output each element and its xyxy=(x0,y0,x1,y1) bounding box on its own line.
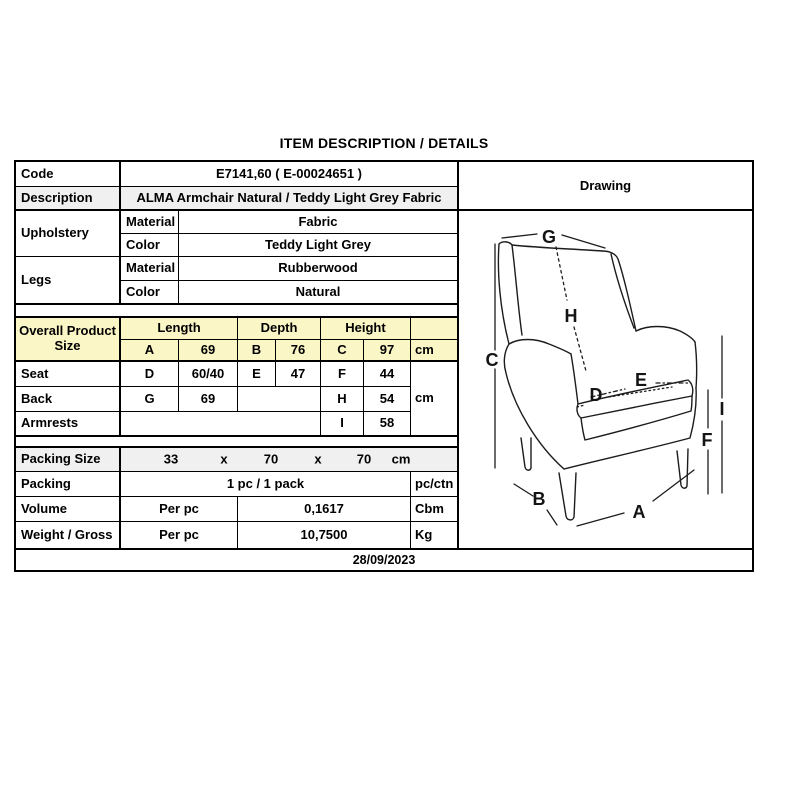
overall-length-value: 69 xyxy=(179,340,238,362)
upholstery-label: Upholstery xyxy=(16,211,121,257)
description-value: ALMA Armchair Natural / Teddy Light Grey Fabric xyxy=(121,187,457,211)
armrests-height-value: 58 xyxy=(364,412,411,437)
upholstery-color-label: Color xyxy=(121,234,179,257)
back-label: Back xyxy=(16,387,121,412)
weight-unit: Kg xyxy=(415,526,433,542)
date-row xyxy=(16,548,752,570)
size-header-depth: Depth xyxy=(238,318,321,340)
armchair-sketch xyxy=(498,242,696,520)
drawing-header: Drawing xyxy=(459,162,752,211)
description-label: Description xyxy=(16,187,121,211)
dim-label-g: G xyxy=(541,227,557,247)
code-value: E7141,60 ( E-00024651 ) xyxy=(121,162,457,187)
seat-depth-key: E xyxy=(238,362,276,387)
legs-color-value: Natural xyxy=(179,281,457,305)
seat-height-key: F xyxy=(321,362,364,387)
volume-unit: Cbm xyxy=(411,497,457,522)
overall-depth-key: B xyxy=(238,340,276,362)
dim-label-d: D xyxy=(589,385,603,405)
upholstery-color-value: Teddy Light Grey xyxy=(179,234,457,257)
packing-size-label: Packing Size xyxy=(16,448,121,472)
packing-value: 1 pc / 1 pack xyxy=(121,472,411,497)
volume-label: Volume xyxy=(16,497,121,522)
spec-grid xyxy=(16,162,459,548)
overall-height-value: 97 xyxy=(364,340,411,362)
packing-size-value xyxy=(121,448,457,472)
dim-label-b: B xyxy=(532,489,546,509)
drawing-area xyxy=(459,211,752,548)
seat-label: Seat xyxy=(16,362,121,387)
drawing-panel xyxy=(459,162,752,548)
size-header-spacer xyxy=(411,318,457,340)
weight-label: Weight / Gross xyxy=(16,522,121,548)
volume-value: 0,1617 xyxy=(238,497,411,522)
seat-length-value: 60/40 xyxy=(179,362,238,387)
back-length-value: 69 xyxy=(179,387,238,412)
spacer-row xyxy=(16,305,457,318)
back-height-value: 54 xyxy=(364,387,411,412)
legs-label: Legs xyxy=(16,257,121,305)
spec-table xyxy=(14,160,754,572)
legs-color-label: Color xyxy=(121,281,179,305)
size-header-length: Length xyxy=(121,318,238,340)
back-depth-empty xyxy=(238,387,321,412)
volume-basis: Per pc xyxy=(121,497,238,522)
upholstery-material-label: Material xyxy=(121,211,179,234)
seat-height-value: 44 xyxy=(364,362,411,387)
overall-size-label: Overall Product Size xyxy=(16,318,121,362)
packing-unit: pc/ctn xyxy=(411,472,457,497)
overall-height-key: C xyxy=(321,340,364,362)
packing-label: Packing xyxy=(16,472,121,497)
armrests-empty xyxy=(121,412,321,437)
date-value: 28/09/2023 xyxy=(352,553,416,567)
dim-label-h: H xyxy=(564,306,578,326)
armchair-drawing xyxy=(459,211,752,548)
weight-basis: Per pc xyxy=(121,522,238,548)
overall-unit: cm xyxy=(411,340,457,362)
armrests-height-key: I xyxy=(321,412,364,437)
dim-label-c: C xyxy=(485,350,499,370)
chair-leg xyxy=(559,473,576,520)
overall-depth-value: 76 xyxy=(276,340,321,362)
size-unit: cm xyxy=(411,362,457,437)
legs-material-value: Rubberwood xyxy=(179,257,457,281)
spec-table-body xyxy=(16,162,752,548)
packing-size-x1: x xyxy=(220,451,228,467)
code-label: Code xyxy=(16,162,121,187)
packing-size-dim3: 70 xyxy=(356,451,372,467)
weight-value: 10,7500 xyxy=(238,522,411,548)
dimension-letters xyxy=(486,227,725,522)
packing-size-x2: x xyxy=(314,451,322,467)
chair-leg xyxy=(521,438,531,470)
dim-label-i: I xyxy=(719,399,725,419)
legs-material-label: Material xyxy=(121,257,179,281)
upholstery-material-value: Fabric xyxy=(179,211,457,234)
packing-size-dim2: 70 xyxy=(263,451,279,467)
size-header-height: Height xyxy=(321,318,411,340)
dim-label-e: E xyxy=(634,370,648,390)
seat-depth-value: 47 xyxy=(276,362,321,387)
armrests-label: Armrests xyxy=(16,412,121,437)
dim-label-f: F xyxy=(701,430,713,450)
seat-length-key: D xyxy=(121,362,179,387)
dim-label-a: A xyxy=(632,502,646,522)
spacer-row xyxy=(16,437,457,448)
overall-length-key: A xyxy=(121,340,179,362)
page-title: ITEM DESCRIPTION / DETAILS xyxy=(279,135,489,151)
packing-size-unit: cm xyxy=(391,451,411,467)
back-height-key: H xyxy=(321,387,364,412)
packing-size-dim1: 33 xyxy=(163,451,179,467)
back-length-key: G xyxy=(121,387,179,412)
